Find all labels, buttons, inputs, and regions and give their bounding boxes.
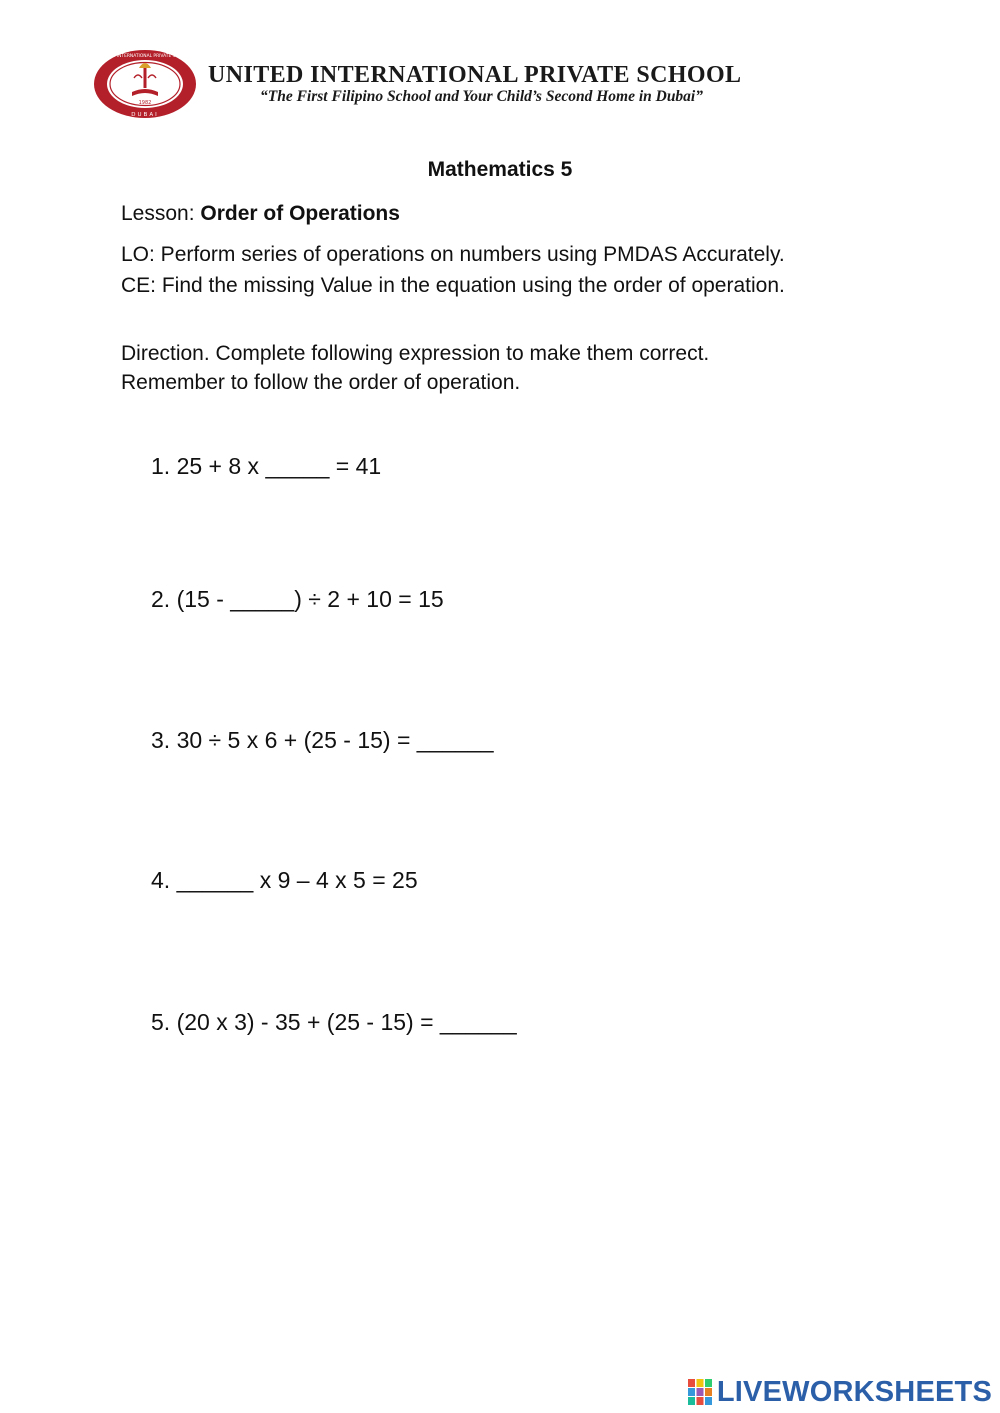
school-seal-logo: [92, 48, 198, 120]
subject-title: Mathematics 5: [427, 158, 573, 181]
lesson-title: Order of Operations: [200, 202, 400, 225]
seal-top-text: UNITED INTERNATIONAL PRIVATE SCHOOL: [98, 54, 192, 59]
direction-line-1: Direction. Complete following expression to make them correct.: [121, 342, 710, 365]
question-2: 2. (15 - _____) ÷ 2 + 10 = 15: [151, 586, 444, 612]
liveworksheets-logo-icon: [687, 1378, 713, 1406]
lesson-label: Lesson:: [121, 202, 201, 225]
question-1: 1. 25 + 8 x _____ = 41: [151, 453, 382, 479]
question-3: 3. 30 ÷ 5 x 6 + (25 - 15) = ______: [151, 727, 494, 753]
direction-line-2: Remember to follow the order of operation.: [121, 371, 521, 394]
liveworksheets-footer: [687, 1376, 992, 1408]
school-motto: “The First Filipino School and Your Child’s Second Home in Dubai”: [260, 88, 703, 105]
seal-year-text: 1982: [138, 100, 152, 106]
seal-bottom-text: DUBAI: [131, 112, 159, 118]
school-header: [92, 48, 912, 120]
learning-objective: LO: Perform series of operations on numbers using PMDAS Accurately.: [121, 243, 785, 266]
question-4: 4. ______ x 9 – 4 x 5 = 25: [151, 867, 418, 893]
question-5: 5. (20 x 3) - 35 + (25 - 15) = ______: [151, 1009, 517, 1035]
liveworksheets-brand: LIVEWORKSHEETS: [716, 1375, 992, 1408]
school-name: UNITED INTERNATIONAL PRIVATE SCHOOL: [208, 62, 742, 88]
lesson-line: [121, 202, 400, 226]
competency-expectation: CE: Find the missing Value in the equation using the order of operation.: [121, 274, 785, 297]
